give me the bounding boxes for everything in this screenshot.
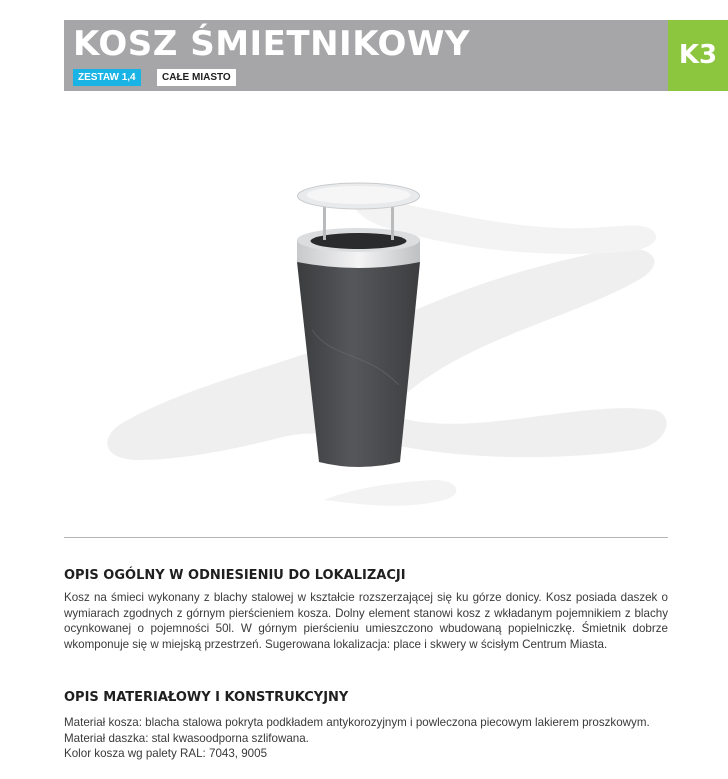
set-tag: ZESTAW 1,4 (73, 69, 141, 86)
area-tag: CAŁE MIASTO (157, 69, 236, 86)
material-line-body: Materiał kosza: blacha stalowa pokryta podkładem antykorozyjnym i powleczona piecowym lakierem proszkowym. (64, 716, 650, 729)
product-code-badge: K3 (668, 20, 728, 91)
material-description-heading: OPIS MATERIAŁOWY I KONSTRUKCYJNY (64, 690, 349, 705)
material-description (64, 715, 668, 762)
material-line-color: Kolor kosza wg palety RAL: 7043, 9005 (64, 747, 268, 761)
page-title: KOSZ ŚMIETNIKOWY (73, 24, 471, 64)
general-description-text: Kosz na śmieci wykonany z blachy stalowej w kształcie rozszerzającej się ku górze donicy. Kosz posiada daszek o wymiarach zgodnych z górnym pierścieniem kosza. Dolny element stanowi kosz z wkładanym pojemnikiem z blachy ocynkowanej o pojemności 50l. W górnym pierścieniu umieszczono wbudowaną popielniczkę. Śmietnik dobrze wkomponuje się w miejską przestrzeń. Sugerowana lokalizacja: place i skwery w ścisłym Centrum Miasta. (64, 591, 668, 651)
product-figure (64, 100, 668, 530)
general-description-heading: OPIS OGÓLNY W ODNIESIENIU DO LOKALIZACJI (64, 568, 406, 583)
section-divider (64, 537, 668, 538)
header-band (64, 20, 668, 91)
material-line-roof: Materiał daszka: stal kwasoodporna szlifowana. (64, 731, 309, 745)
